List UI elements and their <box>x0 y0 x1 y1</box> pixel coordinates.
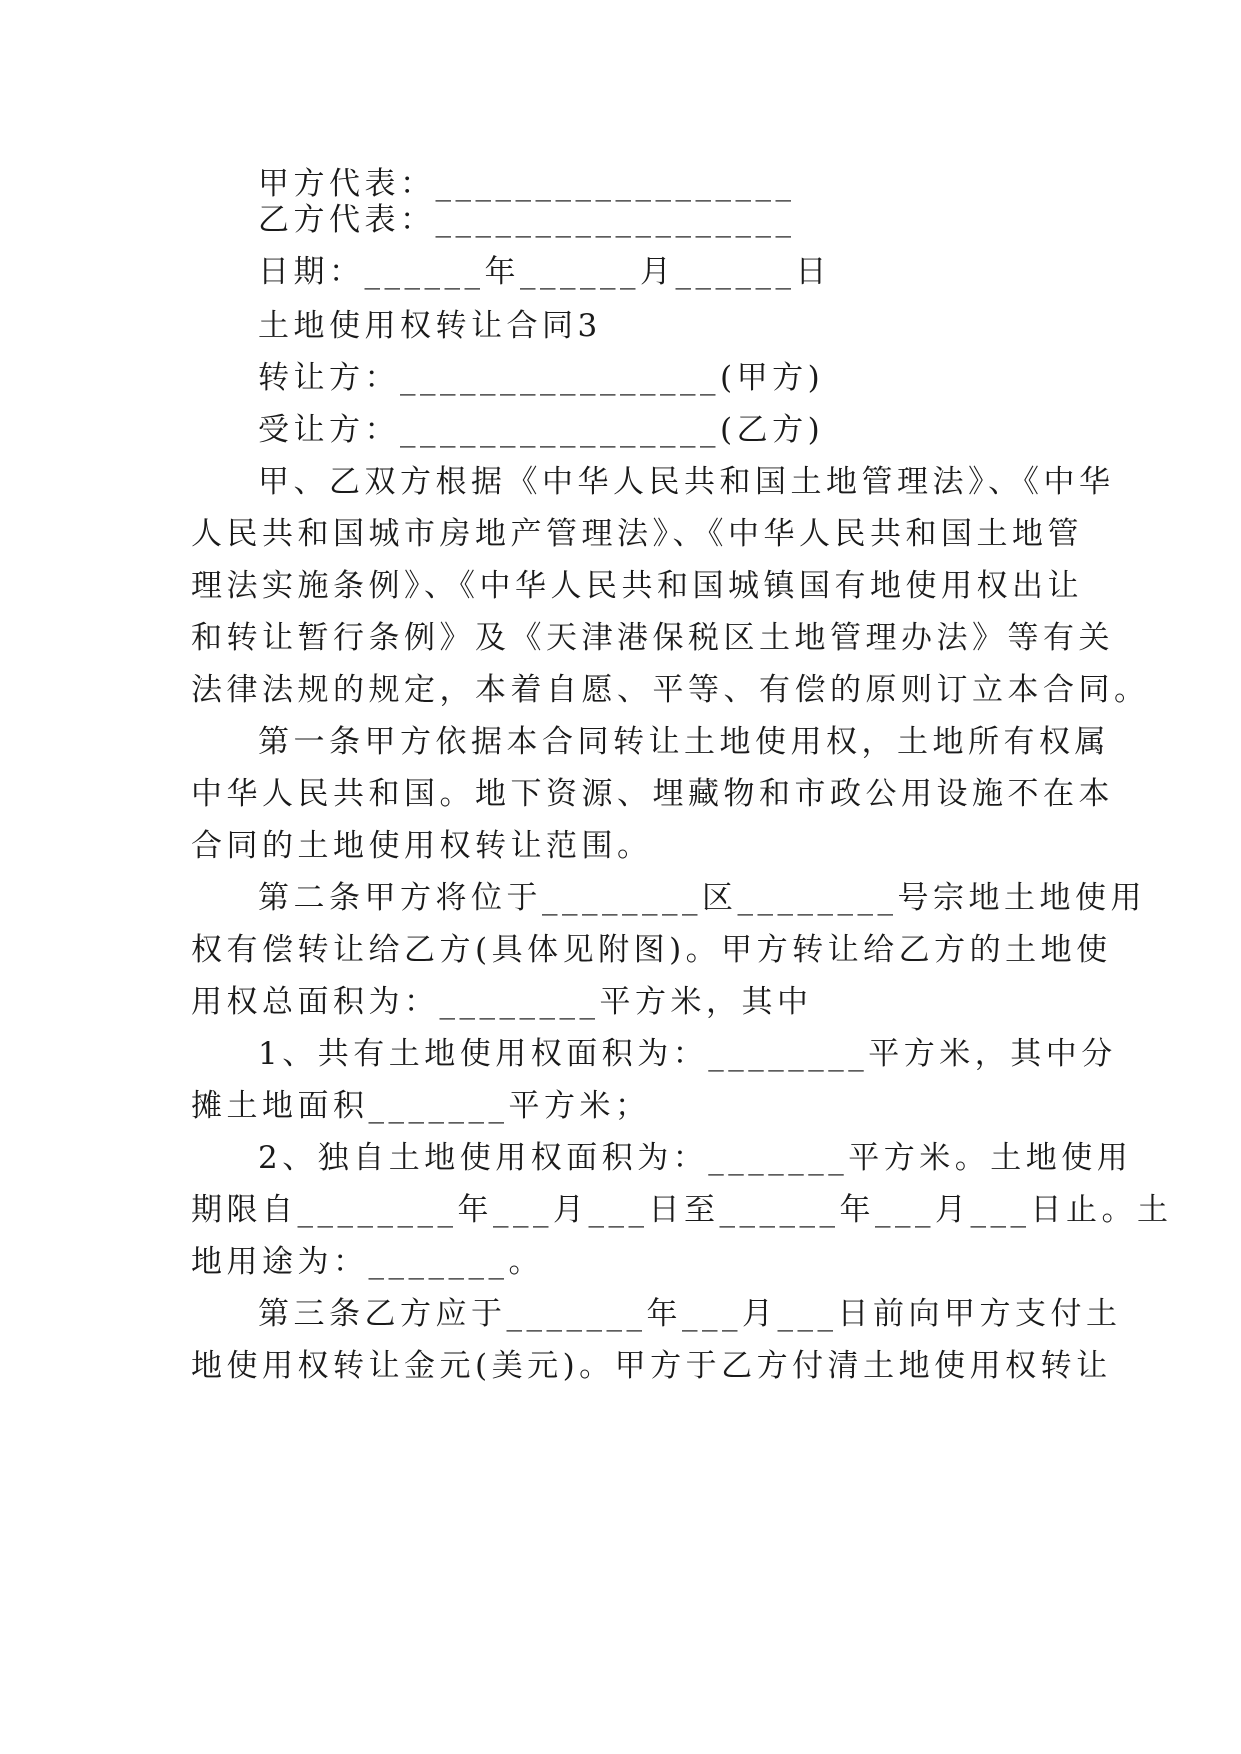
article-one-line: 第一条甲方依据本合同转让土地使用权，土地所有权属 <box>258 724 1110 760</box>
preamble-line: 法律法规的规定，本着自愿、平等、有偿的原则订立本合同。 <box>191 672 1150 708</box>
clause-two-line: 地用途为：_______。 <box>191 1244 544 1280</box>
article-two-line: 权有偿转让给乙方(具体见附图)。甲方转让给乙方的土地使 <box>191 932 1112 968</box>
preamble-line: 和转让暂行条例》及《天津港保税区土地管理办法》等有关 <box>191 620 1114 656</box>
transferee-line: 受让方：________________(乙方) <box>258 412 825 448</box>
date-line: 日期：______年______月______日 <box>258 254 831 290</box>
clause-two-line: 2、独自土地使用权面积为：_______平方米。土地使用 <box>258 1140 1133 1176</box>
article-one-line: 中华人民共和国。地下资源、埋藏物和市政公用设施不在本 <box>191 776 1114 812</box>
article-three-line: 第三条乙方应于_______年___月___日前向甲方支付土 <box>258 1296 1122 1332</box>
article-two-line: 用权总面积为：________平方米，其中 <box>191 984 813 1020</box>
preamble-line: 人民共和国城市房地产管理法》、《中华人民共和国土地管 <box>191 516 1083 552</box>
preamble-line: 理法实施条例》、《中华人民共和国城镇国有地使用权出让 <box>191 568 1083 604</box>
transferor-line: 转让方：________________(甲方) <box>258 360 825 396</box>
contract-title: 土地使用权转让合同3 <box>258 308 602 344</box>
preamble-line: 甲、乙双方根据《中华人民共和国土地管理法》、《中华 <box>258 464 1115 500</box>
party-b-representative-line: 乙方代表：__________________ <box>258 202 796 238</box>
article-three-line: 地使用权转让金元(美元)。甲方于乙方付清土地使用权转让 <box>191 1348 1112 1384</box>
article-two-line: 第二条甲方将位于________区________号宗地土地使用 <box>258 880 1146 916</box>
party-a-representative-line: 甲方代表：__________________ <box>258 166 796 202</box>
article-one-line: 合同的土地使用权转让范围。 <box>191 828 653 864</box>
clause-two-line: 期限自________年___月___日至______年___月___日止。土 <box>191 1192 1173 1228</box>
clause-one-line: 1、共有土地使用权面积为：________平方米，其中分 <box>258 1036 1117 1072</box>
clause-one-line: 摊土地面积_______平方米； <box>191 1088 651 1124</box>
